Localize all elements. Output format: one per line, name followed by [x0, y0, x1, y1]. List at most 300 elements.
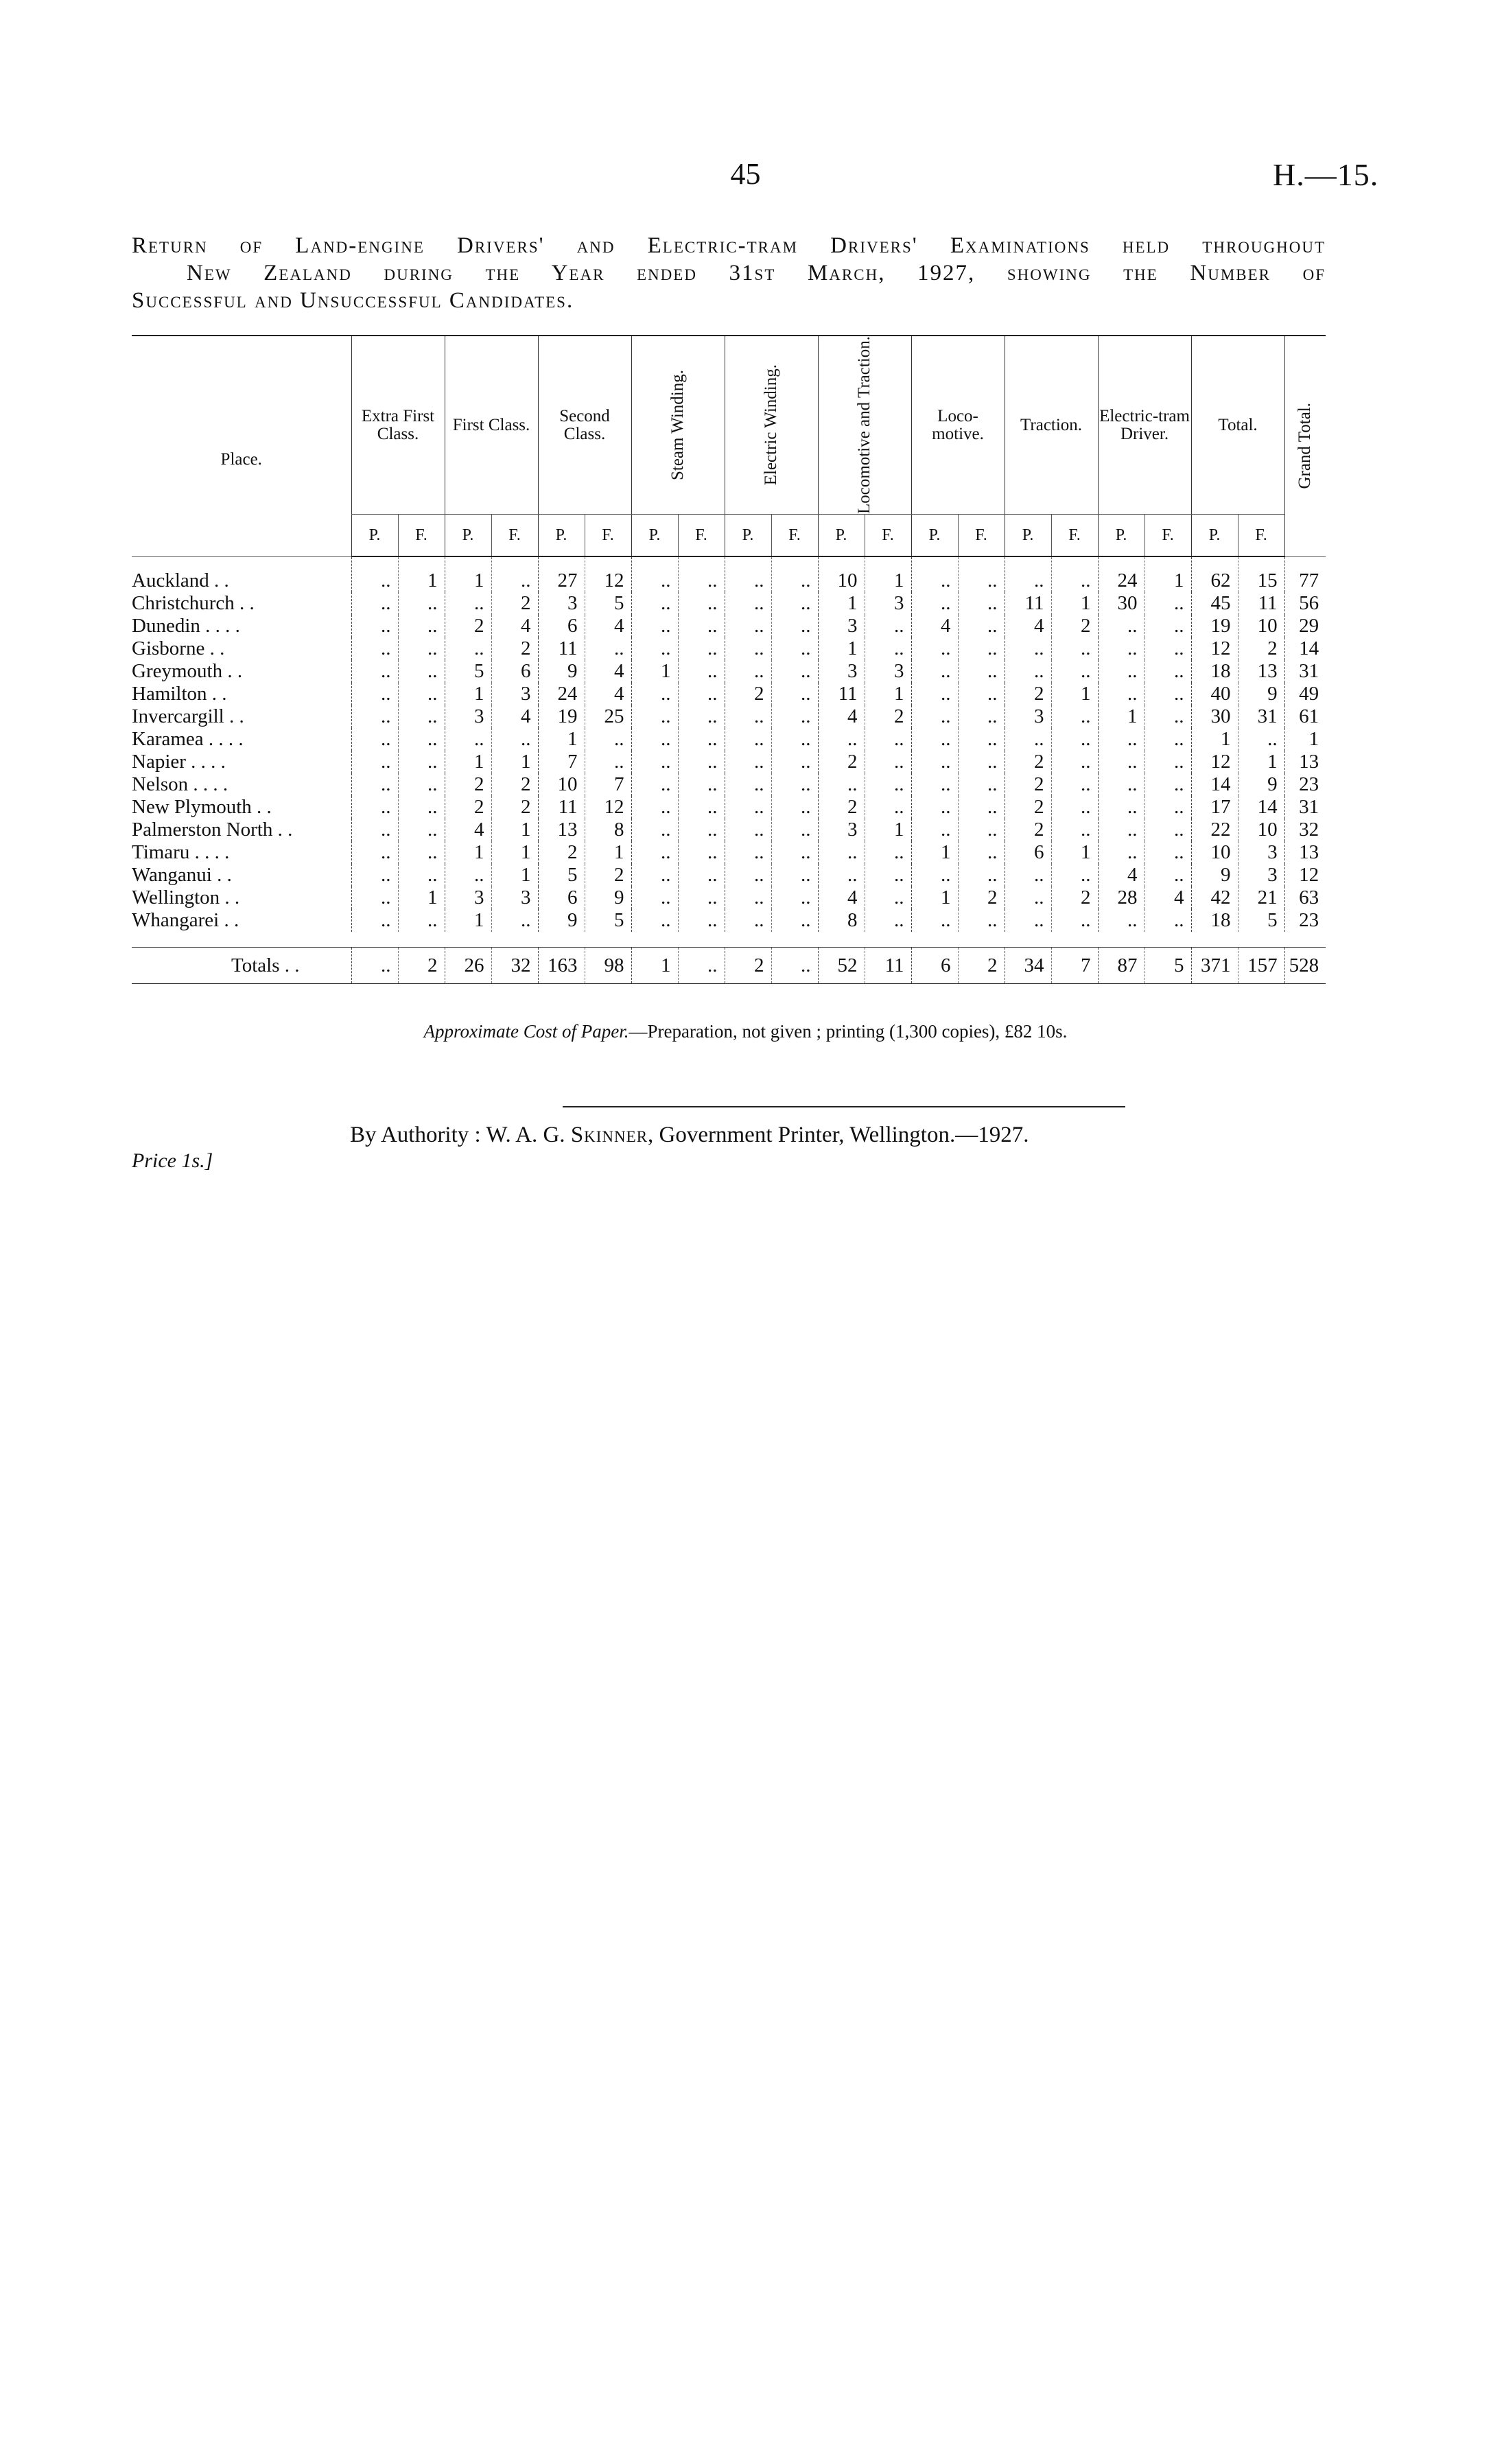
count-cell: .. — [911, 796, 958, 819]
table-row — [132, 751, 1326, 773]
count-cell: .. — [1005, 887, 1051, 909]
sub-header-passed: P. — [445, 515, 491, 557]
count-cell: .. — [1051, 556, 1098, 592]
count-cell: .. — [771, 592, 818, 615]
count-cell: .. — [725, 841, 771, 864]
table-row — [132, 728, 1326, 751]
count-cell: 5 — [538, 864, 585, 887]
count-cell: .. — [351, 592, 398, 615]
total-cell: 5 — [1144, 948, 1191, 984]
sub-header-failed: F. — [585, 515, 631, 557]
count-cell: 10 — [1238, 615, 1284, 637]
count-cell: 1 — [865, 556, 911, 592]
count-cell: .. — [398, 751, 445, 773]
sub-header-passed: P. — [351, 515, 398, 557]
count-cell: 2 — [1005, 819, 1051, 841]
count-cell: .. — [911, 683, 958, 705]
count-cell: 9 — [585, 887, 631, 909]
count-cell: .. — [911, 728, 958, 751]
count-cell: .. — [631, 796, 678, 819]
count-cell: .. — [958, 705, 1005, 728]
count-cell: 19 — [1191, 615, 1238, 637]
count-cell: .. — [351, 637, 398, 660]
count-cell: 3 — [865, 592, 911, 615]
count-cell: .. — [911, 751, 958, 773]
count-cell: .. — [398, 796, 445, 819]
count-cell: 31 — [1238, 705, 1284, 728]
count-cell: .. — [1098, 683, 1144, 705]
grand-total-cell: 29 — [1284, 615, 1326, 637]
count-cell: .. — [445, 864, 491, 887]
total-cell: .. — [351, 948, 398, 984]
count-cell: .. — [958, 773, 1005, 796]
sub-header-passed: P. — [1191, 515, 1238, 557]
total-cell: 2 — [398, 948, 445, 984]
sub-header-failed: F. — [865, 515, 911, 557]
divider-rule — [563, 1106, 1125, 1107]
place-cell: Gisborne . . — [132, 637, 225, 659]
count-cell: 2 — [538, 841, 585, 864]
count-cell: 4 — [911, 615, 958, 637]
count-cell: .. — [1098, 909, 1144, 932]
count-cell: 42 — [1191, 887, 1238, 909]
count-cell: 1 — [911, 887, 958, 909]
sub-header-failed: F. — [398, 515, 445, 557]
group-header: Loco-motive. — [911, 336, 1005, 515]
count-cell: .. — [491, 909, 538, 932]
count-cell: 1 — [1098, 705, 1144, 728]
table-header — [132, 336, 1326, 556]
total-cell: 371 — [1191, 948, 1238, 984]
total-cell: 6 — [911, 948, 958, 984]
count-cell: .. — [725, 819, 771, 841]
count-cell: .. — [771, 683, 818, 705]
count-cell: .. — [771, 796, 818, 819]
count-cell: 18 — [1191, 909, 1238, 932]
count-cell: 1 — [865, 683, 911, 705]
count-cell: 9 — [1238, 683, 1284, 705]
sub-header-failed: F. — [491, 515, 538, 557]
count-cell: .. — [585, 728, 631, 751]
grand-total-cell: 32 — [1284, 819, 1326, 841]
count-cell: 11 — [538, 796, 585, 819]
place-cell: Christchurch . . — [132, 592, 255, 614]
count-cell: .. — [398, 615, 445, 637]
count-cell: .. — [1144, 592, 1191, 615]
cost-note-text: —Preparation, not given ; printing (1,300 copies), £82 10s. — [629, 1021, 1068, 1042]
count-cell: .. — [911, 773, 958, 796]
count-cell: 1 — [585, 841, 631, 864]
count-cell: .. — [1051, 751, 1098, 773]
grand-total-cell: 61 — [1284, 705, 1326, 728]
count-cell: 7 — [538, 751, 585, 773]
group-header-label: Electric Winding. — [762, 364, 781, 486]
count-cell: .. — [1144, 728, 1191, 751]
count-cell: .. — [865, 751, 911, 773]
place-cell: New Plymouth . . — [132, 796, 272, 818]
count-cell: .. — [865, 615, 911, 637]
count-cell: .. — [958, 728, 1005, 751]
count-cell: 12 — [585, 556, 631, 592]
count-cell: 1 — [445, 751, 491, 773]
count-cell: .. — [958, 592, 1005, 615]
count-cell: .. — [725, 592, 771, 615]
count-cell: .. — [351, 683, 398, 705]
count-cell: .. — [631, 637, 678, 660]
count-cell: .. — [351, 887, 398, 909]
count-cell: 6 — [538, 615, 585, 637]
sub-header-failed: F. — [958, 515, 1005, 557]
count-cell: 10 — [1238, 819, 1284, 841]
count-cell: .. — [678, 592, 725, 615]
count-cell: 9 — [1191, 864, 1238, 887]
count-cell: .. — [351, 751, 398, 773]
count-cell: .. — [631, 773, 678, 796]
table-row — [132, 864, 1326, 887]
count-cell: .. — [1144, 796, 1191, 819]
count-cell: .. — [631, 683, 678, 705]
count-cell: 2 — [445, 615, 491, 637]
count-cell: 9 — [1238, 773, 1284, 796]
count-cell: 1 — [538, 728, 585, 751]
total-cell: 32 — [491, 948, 538, 984]
table-row — [132, 660, 1326, 683]
count-cell: 12 — [1191, 637, 1238, 660]
count-cell: 2 — [818, 796, 865, 819]
page-number: 45 — [730, 157, 761, 191]
count-cell: .. — [725, 773, 771, 796]
cost-note-label: Approximate Cost of Paper. — [423, 1021, 629, 1042]
place-cell: Timaru . . . . — [132, 841, 230, 863]
count-cell: .. — [1144, 615, 1191, 637]
count-cell: .. — [1051, 773, 1098, 796]
count-cell: .. — [1098, 796, 1144, 819]
table-row — [132, 841, 1326, 864]
count-cell: 2 — [725, 683, 771, 705]
count-cell: .. — [958, 751, 1005, 773]
count-cell: 13 — [1238, 660, 1284, 683]
count-cell: 5 — [585, 909, 631, 932]
count-cell: .. — [1144, 637, 1191, 660]
count-cell: .. — [351, 705, 398, 728]
table-body — [132, 556, 1326, 984]
count-cell: .. — [818, 773, 865, 796]
count-cell: .. — [678, 841, 725, 864]
totals-label: Totals . . — [132, 948, 351, 984]
count-cell: 1 — [398, 887, 445, 909]
count-cell: .. — [1144, 864, 1191, 887]
total-cell: 52 — [818, 948, 865, 984]
count-cell: .. — [865, 637, 911, 660]
sub-header-passed: P. — [631, 515, 678, 557]
count-cell: 9 — [538, 660, 585, 683]
count-cell: .. — [678, 909, 725, 932]
table-row — [132, 556, 1326, 592]
count-cell: 1 — [1051, 841, 1098, 864]
count-cell: .. — [1005, 637, 1051, 660]
count-cell: .. — [771, 728, 818, 751]
totals-row — [132, 948, 1326, 984]
group-header — [631, 336, 725, 515]
count-cell: .. — [1098, 615, 1144, 637]
count-cell: 3 — [445, 887, 491, 909]
count-cell: .. — [865, 841, 911, 864]
count-cell: .. — [958, 909, 1005, 932]
count-cell: .. — [1051, 796, 1098, 819]
count-cell: 6 — [1005, 841, 1051, 864]
count-cell: 18 — [1191, 660, 1238, 683]
count-cell: .. — [725, 887, 771, 909]
count-cell: .. — [678, 796, 725, 819]
count-cell: 2 — [958, 887, 1005, 909]
total-cell: 87 — [1098, 948, 1144, 984]
count-cell: .. — [911, 592, 958, 615]
count-cell: 1 — [1051, 592, 1098, 615]
grand-total-cell: 56 — [1284, 592, 1326, 615]
count-cell: 10 — [538, 773, 585, 796]
count-cell: 1 — [818, 637, 865, 660]
sub-header-failed: F. — [678, 515, 725, 557]
count-cell: .. — [631, 728, 678, 751]
table-row — [132, 773, 1326, 796]
count-cell: .. — [771, 637, 818, 660]
place-cell: Dunedin . . . . — [132, 615, 240, 637]
count-cell: .. — [958, 556, 1005, 592]
count-cell: .. — [1005, 909, 1051, 932]
total-cell: 98 — [585, 948, 631, 984]
count-cell: .. — [958, 615, 1005, 637]
group-header: Second Class. — [538, 336, 631, 515]
cost-note — [0, 1021, 1491, 1042]
count-cell: .. — [398, 773, 445, 796]
count-cell: 6 — [491, 660, 538, 683]
group-header: First Class. — [445, 336, 538, 515]
count-cell: .. — [398, 728, 445, 751]
count-cell: .. — [1144, 683, 1191, 705]
count-cell: .. — [678, 556, 725, 592]
count-cell: .. — [1005, 660, 1051, 683]
count-cell: 2 — [491, 796, 538, 819]
count-cell: .. — [351, 909, 398, 932]
count-cell: .. — [911, 556, 958, 592]
grand-total-cell: 13 — [1284, 841, 1326, 864]
count-cell: .. — [678, 615, 725, 637]
count-cell: .. — [585, 637, 631, 660]
count-cell: .. — [771, 705, 818, 728]
count-cell: 1 — [491, 751, 538, 773]
count-cell: .. — [725, 751, 771, 773]
count-cell: .. — [1144, 751, 1191, 773]
count-cell: .. — [958, 683, 1005, 705]
sub-header-failed: F. — [1144, 515, 1191, 557]
count-cell: .. — [398, 705, 445, 728]
count-cell: .. — [911, 660, 958, 683]
count-cell: .. — [585, 751, 631, 773]
count-cell: .. — [725, 660, 771, 683]
grand-total-header-label: Grand Total. — [1295, 403, 1315, 490]
count-cell: .. — [445, 592, 491, 615]
count-cell: 24 — [538, 683, 585, 705]
count-cell: 4 — [1098, 864, 1144, 887]
count-cell: .. — [1098, 819, 1144, 841]
place-cell: Napier . . . . — [132, 751, 226, 773]
count-cell: 3 — [1238, 841, 1284, 864]
place-cell: Auckland . . — [132, 569, 229, 591]
place-cell: Nelson . . . . — [132, 773, 228, 795]
count-cell: 1 — [1238, 751, 1284, 773]
count-cell: .. — [398, 909, 445, 932]
count-cell: .. — [398, 637, 445, 660]
title-line-3: Successful and Unsuccessful Candidates. — [132, 288, 574, 313]
count-cell: .. — [398, 683, 445, 705]
count-cell: .. — [398, 864, 445, 887]
count-cell: 12 — [585, 796, 631, 819]
count-cell: .. — [958, 637, 1005, 660]
count-cell: .. — [351, 728, 398, 751]
count-cell: 40 — [1191, 683, 1238, 705]
count-cell: 1 — [491, 819, 538, 841]
grand-total-cell: 23 — [1284, 909, 1326, 932]
count-cell: .. — [725, 796, 771, 819]
count-cell: .. — [631, 841, 678, 864]
table-row — [132, 615, 1326, 637]
count-cell: 12 — [1191, 751, 1238, 773]
grand-total-header — [1284, 336, 1326, 556]
count-cell: 1 — [491, 841, 538, 864]
count-cell: .. — [818, 841, 865, 864]
count-cell: .. — [678, 864, 725, 887]
count-cell: .. — [1144, 705, 1191, 728]
count-cell: .. — [678, 637, 725, 660]
count-cell: .. — [725, 728, 771, 751]
count-cell: .. — [678, 728, 725, 751]
count-cell: .. — [631, 705, 678, 728]
sub-header-passed: P. — [538, 515, 585, 557]
price-note: Price 1s.] — [132, 1149, 213, 1172]
count-cell: .. — [911, 637, 958, 660]
count-cell: .. — [771, 864, 818, 887]
count-cell: .. — [958, 864, 1005, 887]
count-cell: 62 — [1191, 556, 1238, 592]
count-cell: 7 — [585, 773, 631, 796]
sub-header-passed: P. — [1005, 515, 1051, 557]
total-cell: 2 — [725, 948, 771, 984]
count-cell: .. — [865, 728, 911, 751]
count-cell: 25 — [585, 705, 631, 728]
count-cell: 3 — [818, 660, 865, 683]
count-cell: .. — [678, 819, 725, 841]
count-cell: .. — [771, 660, 818, 683]
count-cell: .. — [491, 728, 538, 751]
count-cell: .. — [1098, 660, 1144, 683]
count-cell: .. — [1051, 819, 1098, 841]
count-cell: 1 — [491, 864, 538, 887]
count-cell: 1 — [398, 556, 445, 592]
document-reference: H.—15. — [1273, 157, 1379, 192]
total-cell: 1 — [631, 948, 678, 984]
grand-total-cell: 31 — [1284, 660, 1326, 683]
count-cell: 2 — [1005, 751, 1051, 773]
count-cell: .. — [958, 819, 1005, 841]
count-cell: 10 — [1191, 841, 1238, 864]
count-cell: .. — [771, 615, 818, 637]
count-cell: 3 — [491, 683, 538, 705]
count-cell: .. — [351, 841, 398, 864]
count-cell: .. — [631, 556, 678, 592]
count-cell: .. — [678, 683, 725, 705]
count-cell: 1 — [445, 683, 491, 705]
count-cell: .. — [725, 705, 771, 728]
group-header: Extra First Class. — [351, 336, 445, 515]
count-cell: .. — [865, 773, 911, 796]
count-cell: .. — [1144, 660, 1191, 683]
count-cell: .. — [1098, 841, 1144, 864]
count-cell: 2 — [491, 637, 538, 660]
count-cell: 3 — [818, 819, 865, 841]
count-cell: .. — [1238, 728, 1284, 751]
count-cell: .. — [1051, 637, 1098, 660]
count-cell: .. — [678, 751, 725, 773]
count-cell: .. — [631, 887, 678, 909]
count-cell: .. — [631, 751, 678, 773]
count-cell: 8 — [818, 909, 865, 932]
count-cell: 2 — [1005, 683, 1051, 705]
table-row — [132, 683, 1326, 705]
count-cell: 2 — [445, 796, 491, 819]
count-cell: .. — [631, 615, 678, 637]
count-cell: .. — [1051, 909, 1098, 932]
title-line-2: New Zealand during the Year ended 31st March, 1927, showing the Number of — [187, 261, 1326, 285]
count-cell: 4 — [585, 683, 631, 705]
table-row — [132, 637, 1326, 660]
count-cell: 14 — [1238, 796, 1284, 819]
grand-total-cell: 49 — [1284, 683, 1326, 705]
count-cell: 2 — [491, 773, 538, 796]
count-cell: 9 — [538, 909, 585, 932]
count-cell: 4 — [585, 660, 631, 683]
count-cell: .. — [398, 592, 445, 615]
count-cell: .. — [631, 864, 678, 887]
place-cell: Invercargill . . — [132, 705, 244, 727]
count-cell: 13 — [538, 819, 585, 841]
group-header: Traction. — [1005, 336, 1098, 515]
count-cell: .. — [351, 864, 398, 887]
count-cell: 15 — [1238, 556, 1284, 592]
total-cell: .. — [771, 948, 818, 984]
count-cell: 5 — [1238, 909, 1284, 932]
table-row — [132, 909, 1326, 932]
count-cell: 21 — [1238, 887, 1284, 909]
count-cell: .. — [725, 637, 771, 660]
count-cell: .. — [865, 909, 911, 932]
count-cell: .. — [398, 660, 445, 683]
sub-header-passed: P. — [1098, 515, 1144, 557]
count-cell: .. — [678, 705, 725, 728]
count-cell: 8 — [585, 819, 631, 841]
count-cell: 1 — [1191, 728, 1238, 751]
count-cell: 5 — [445, 660, 491, 683]
count-cell: 2 — [1238, 637, 1284, 660]
count-cell: .. — [911, 819, 958, 841]
count-cell: 1 — [1144, 556, 1191, 592]
count-cell: 11 — [1005, 592, 1051, 615]
printer-name: Skinner — [570, 1123, 648, 1147]
grand-total-cell: 12 — [1284, 864, 1326, 887]
count-cell: .. — [445, 637, 491, 660]
count-cell: .. — [771, 887, 818, 909]
count-cell: 3 — [445, 705, 491, 728]
sub-header-failed: F. — [1051, 515, 1098, 557]
